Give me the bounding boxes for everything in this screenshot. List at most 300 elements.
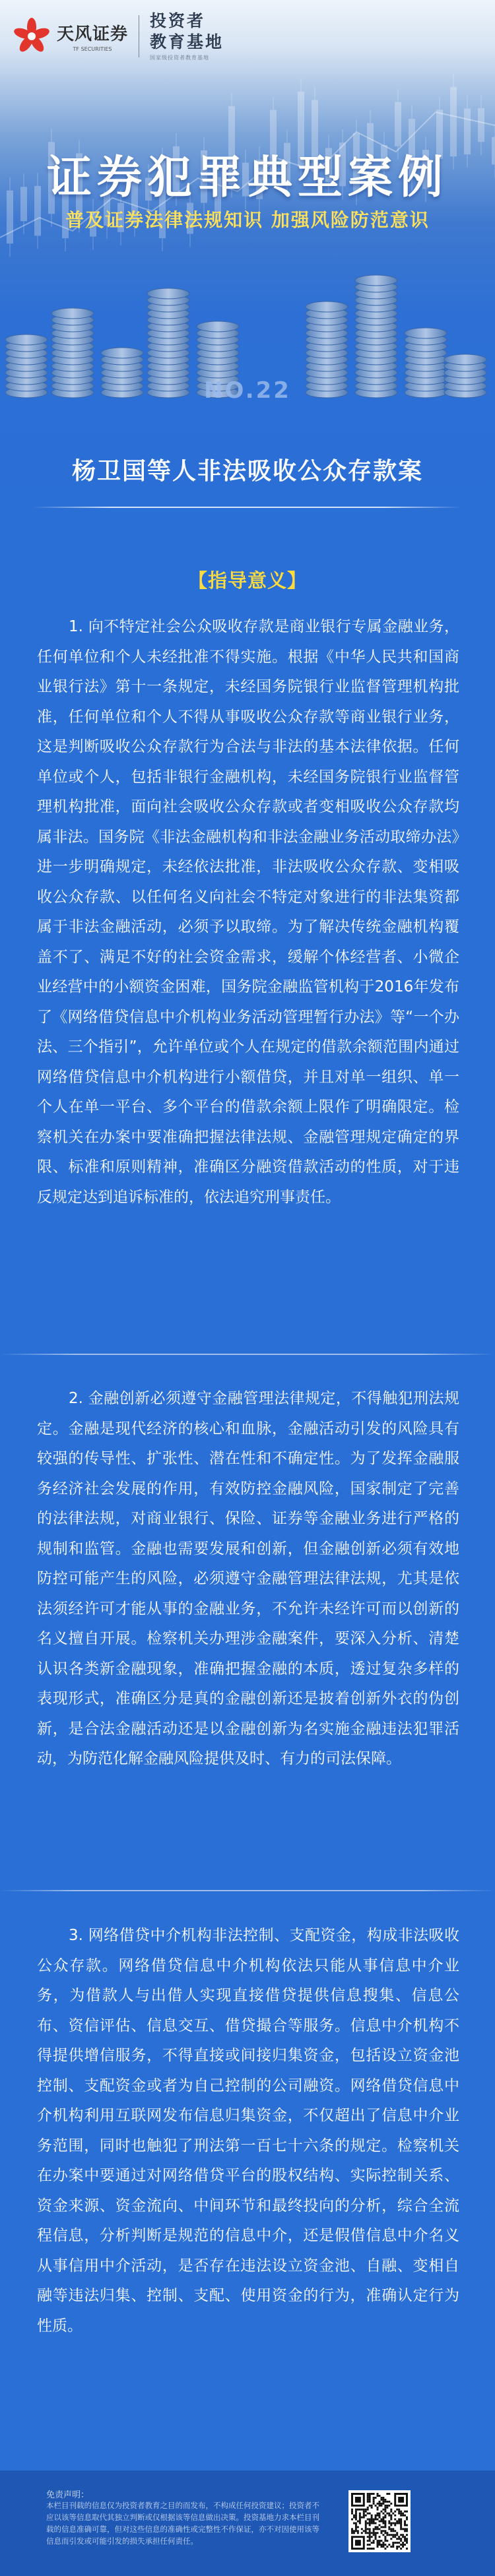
- qr-module: [371, 2522, 373, 2524]
- qr-module: [371, 2532, 373, 2534]
- qr-module: [367, 2497, 369, 2499]
- qr-module: [386, 2513, 388, 2515]
- qr-module: [380, 2544, 382, 2546]
- qr-module: [384, 2532, 386, 2534]
- qr-module: [386, 2532, 388, 2534]
- qr-module: [400, 2528, 402, 2530]
- qr-module: [382, 2501, 384, 2503]
- qr-module: [365, 2530, 367, 2532]
- qr-module: [373, 2542, 375, 2544]
- qr-module: [359, 2519, 361, 2521]
- qr-finder: [355, 2497, 361, 2503]
- qr-module: [380, 2497, 382, 2499]
- qr-module: [379, 2540, 381, 2542]
- qr-module: [390, 2530, 392, 2532]
- qr-module: [367, 2507, 369, 2509]
- qr-module: [371, 2517, 373, 2519]
- qr-module: [404, 2538, 406, 2540]
- qr-module: [379, 2515, 381, 2517]
- qr-module: [380, 2505, 382, 2507]
- qr-module: [406, 2528, 408, 2530]
- qr-module: [369, 2522, 371, 2524]
- qr-module: [377, 2546, 379, 2548]
- brand-name-en: TF SECURITIES: [73, 46, 112, 52]
- qr-module: [402, 2536, 404, 2538]
- qr-module: [382, 2534, 384, 2536]
- qr-module: [400, 2538, 402, 2540]
- qr-module: [382, 2497, 384, 2499]
- qr-module: [386, 2534, 388, 2536]
- qr-module: [402, 2528, 404, 2530]
- qr-module: [396, 2542, 398, 2544]
- qr-module: [355, 2526, 357, 2528]
- qr-module: [382, 2546, 384, 2548]
- qr-module: [388, 2534, 390, 2536]
- qr-module: [357, 2521, 359, 2523]
- qr-module: [394, 2534, 396, 2536]
- qr-module: [382, 2509, 384, 2511]
- qr-module: [400, 2511, 402, 2513]
- qr-module: [400, 2521, 402, 2523]
- qr-module: [355, 2519, 357, 2521]
- qr-module: [377, 2515, 379, 2517]
- qr-module: [400, 2519, 402, 2521]
- qr-module: [353, 2530, 355, 2532]
- qr-module: [371, 2542, 373, 2544]
- qr-module: [406, 2517, 408, 2519]
- qr-module: [384, 2526, 386, 2528]
- qr-module: [382, 2519, 384, 2521]
- qr-module: [400, 2513, 402, 2515]
- qr-module: [373, 2548, 375, 2550]
- qr-module: [398, 2513, 400, 2515]
- qr-module: [355, 2522, 357, 2524]
- qr-module: [367, 2544, 369, 2546]
- qr-module: [390, 2519, 392, 2521]
- qr-module: [384, 2548, 386, 2550]
- qr-module: [390, 2522, 392, 2524]
- qr-module: [359, 2521, 361, 2523]
- qr-module: [392, 2546, 394, 2548]
- coin: [405, 328, 447, 338]
- qr-module: [398, 2521, 400, 2523]
- qr-module: [377, 2532, 379, 2534]
- qr-module: [396, 2521, 398, 2523]
- qr-module: [398, 2538, 400, 2540]
- qr-module: [353, 2517, 355, 2519]
- qr-finder: [355, 2540, 361, 2546]
- qr-module: [396, 2509, 398, 2511]
- qr-module: [384, 2538, 386, 2540]
- qr-module: [377, 2540, 379, 2542]
- qr-module: [406, 2524, 408, 2526]
- qr-module: [353, 2515, 355, 2517]
- page-subtitle: 普及证券法律法规知识 加强风险防范意识: [65, 209, 430, 231]
- qr-module: [369, 2493, 371, 2495]
- qr-module: [379, 2524, 381, 2526]
- qr-module: [394, 2522, 396, 2524]
- qr-module: [406, 2540, 408, 2542]
- qr-module: [351, 2528, 353, 2530]
- qr-module: [388, 2505, 390, 2507]
- base-line-1: 投资者: [150, 11, 206, 30]
- qr-module: [365, 2521, 367, 2523]
- qr-module: [373, 2534, 375, 2536]
- qr-module: [404, 2522, 406, 2524]
- qr-module: [367, 2509, 369, 2511]
- qr-module: [406, 2542, 408, 2544]
- qr-module: [365, 2532, 367, 2534]
- qr-module: [375, 2534, 377, 2536]
- qr-module: [355, 2515, 357, 2517]
- footer: [0, 2470, 495, 2576]
- qr-module: [369, 2538, 371, 2540]
- qr-module: [406, 2530, 408, 2532]
- qr-module: [384, 2499, 386, 2501]
- qr-module: [369, 2524, 371, 2526]
- qr-module: [406, 2538, 408, 2540]
- base-line-2: 教育基地: [150, 32, 224, 51]
- qr-module: [388, 2513, 390, 2515]
- qr-module: [388, 2528, 390, 2530]
- qr-module: [388, 2501, 390, 2503]
- qr-module: [388, 2493, 390, 2495]
- coin: [197, 321, 239, 332]
- qr-module: [373, 2501, 375, 2503]
- qr-module: [390, 2528, 392, 2530]
- qr-module: [400, 2526, 402, 2528]
- qr-module: [359, 2517, 361, 2519]
- qr-module: [377, 2509, 379, 2511]
- qr-module: [359, 2515, 361, 2517]
- qr-module: [357, 2532, 359, 2534]
- qr-module: [351, 2511, 353, 2513]
- qr-module: [351, 2530, 353, 2532]
- qr-module: [373, 2493, 375, 2495]
- guide-paragraph-3: 3. 网络借贷中介机构非法控制、支配资金，构成非法吸收公众存款。网络借贷信息中介机构依法只能从事信息中介业务，为借款人与出借人实现直接借贷提供信息搜集、信息公布、资信评估、信息交互、借贷撮合等服务。信息中介机构不得提供增信服务，不得直接或间接归集资金，包括设立资金池控制、支配资金或者为自己控制的公司融资。网络借贷信息中介机构利用互联网发布信息归集资金，不仅超出了信息中介业务范围，同时也触犯了刑法第一百七十六条的规定。检察机关在办案中要通过对网络借贷平台的股权结构、实际控制关系、资金来源、资金流向、中间环节和最终投向的分析，综合全流程信息，分析判断是规范的信息中介，还是假借信息中介名义从事信用中介活动，是否存在违法设立资金池、自融、变相自融等违法归集、控制、支配、使用资金的行为，准确认定行为性质。: [37, 1927, 459, 2335]
- qr-module: [377, 2528, 379, 2530]
- qr-module: [351, 2509, 353, 2511]
- paragraph-separator: [0, 1354, 495, 1355]
- qr-module: [359, 2522, 361, 2524]
- qr-module: [386, 2546, 388, 2548]
- qr-module: [398, 2522, 400, 2524]
- qr-module: [367, 2513, 369, 2515]
- qr-module: [380, 2503, 382, 2505]
- guide-paragraph-1: 1. 向不特定社会公众吸收存款是商业银行专属金融业务，任何单位和个人未经批准不得实施。根据《中华人民共和国商业银行法》第十一条规定，未经国务院银行业监督管理机构批准，任何单位和个人不得从事吸收公众存款等商业银行业务，这是判断吸收公众存款行为合法与非法的基本法律依据。任何单位或个人，包括非银行金融机构，未经国务院银行业监督管理机构批准，面向社会吸收公众存款或者变相吸收公众存款均属非法。国务院《非法金融机构和非法金融业务活动取缔办法》进一步明确规定，未经依法批准，非法吸收公众存款、变相吸收公众存款、以任何名义向社会不特定对象进行的非法集资都属于非法金融活动，必须予以取缔。为了解决传统金融机构覆盖不了、满足不好的社会资金需求，缓解个体经营者、小微企业经营中的小额资金困难，国务院金融监管机构于2016年发布了《网络借贷信息中介机构业务活动管理暂行办法》等“一个办法、三个指引”，允许单位或个人在规定的借款余额范围内通过网络借贷信息中介机构进行小额借贷，并且对单一组织、单一个人在单一平台、多个平台的借款余额上限作了明确限定。检察机关在办案中要准确把握法律法规、金融管理规定确定的界限、标准和原则精神，准确区分融资借款活动的性质，对于违反规定达到追诉标准的，依法追究刑事责任。: [37, 618, 459, 1206]
- qr-module: [398, 2542, 400, 2544]
- qr-module: [377, 2542, 379, 2544]
- qr-module: [379, 2528, 381, 2530]
- qr-module: [400, 2540, 402, 2542]
- qr-module: [390, 2509, 392, 2511]
- qr-module: [400, 2544, 402, 2546]
- qr-module: [390, 2503, 392, 2505]
- qr-module: [361, 2517, 363, 2519]
- qr-module: [382, 2521, 384, 2523]
- qr-module: [365, 2522, 367, 2524]
- qr-module: [379, 2495, 381, 2497]
- qr-module: [380, 2546, 382, 2548]
- qr-module: [388, 2522, 390, 2524]
- qr-module: [402, 2515, 404, 2517]
- qr-module: [380, 2521, 382, 2523]
- certification-text: 国家级投资者教育基地: [150, 55, 210, 61]
- qr-module: [384, 2530, 386, 2532]
- qr-module: [382, 2530, 384, 2532]
- education-base-label: [150, 11, 224, 61]
- qr-module: [384, 2509, 386, 2511]
- qr-module: [390, 2534, 392, 2536]
- qr-module: [377, 2493, 379, 2495]
- qr-module: [357, 2530, 359, 2532]
- qr-module: [369, 2530, 371, 2532]
- qr-module: [375, 2517, 377, 2519]
- qr-module: [355, 2530, 357, 2532]
- qr-module: [386, 2505, 388, 2507]
- qr-module: [390, 2511, 392, 2513]
- qr-module: [379, 2542, 381, 2544]
- qr-module: [369, 2536, 371, 2538]
- qr-module: [363, 2517, 365, 2519]
- qr-code[interactable]: [348, 2490, 411, 2552]
- qr-module: [396, 2548, 398, 2550]
- qr-module: [363, 2513, 365, 2515]
- qr-module: [375, 2536, 377, 2538]
- qr-module: [375, 2526, 377, 2528]
- qr-module: [384, 2511, 386, 2513]
- qr-module: [379, 2503, 381, 2505]
- qr-module: [390, 2524, 392, 2526]
- qr-module: [392, 2528, 394, 2530]
- page-title: 证券犯罪典型案例: [46, 152, 448, 204]
- qr-module: [355, 2513, 357, 2515]
- qr-module: [379, 2505, 381, 2507]
- qr-module: [367, 2536, 369, 2538]
- qr-module: [379, 2536, 381, 2538]
- qr-module: [351, 2532, 353, 2534]
- qr-module: [367, 2522, 369, 2524]
- qr-module: [365, 2509, 367, 2511]
- disclaimer-title: 免责声明：: [46, 2490, 90, 2500]
- qr-module: [396, 2532, 398, 2534]
- qr-module: [384, 2515, 386, 2517]
- qr-module: [361, 2528, 363, 2530]
- qr-module: [380, 2530, 382, 2532]
- qr-module: [406, 2548, 408, 2550]
- qr-module: [355, 2524, 357, 2526]
- qr-finder: [398, 2497, 404, 2503]
- qr-module: [369, 2499, 371, 2501]
- title-divider: [33, 507, 462, 508]
- qr-module: [351, 2519, 353, 2521]
- qr-module: [404, 2511, 406, 2513]
- qr-module: [371, 2521, 373, 2523]
- qr-module: [384, 2544, 386, 2546]
- qr-module: [380, 2526, 382, 2528]
- qr-module: [373, 2521, 375, 2523]
- qr-module: [375, 2532, 377, 2534]
- qr-module: [369, 2495, 371, 2497]
- qr-module: [369, 2548, 371, 2550]
- qr-module: [359, 2509, 361, 2511]
- hero-banner: [0, 0, 495, 528]
- qr-module: [404, 2536, 406, 2538]
- brand-name-cn: 天风证券: [57, 24, 129, 44]
- coin: [306, 301, 348, 312]
- qr-module: [377, 2519, 379, 2521]
- qr-module: [390, 2517, 392, 2519]
- qr-module: [392, 2542, 394, 2544]
- qr-module: [369, 2513, 371, 2515]
- qr-module: [380, 2540, 382, 2542]
- qr-module: [367, 2548, 369, 2550]
- qr-module: [382, 2522, 384, 2524]
- qr-module: [371, 2507, 373, 2509]
- qr-module: [384, 2540, 386, 2542]
- qr-module: [369, 2534, 371, 2536]
- qr-module: [394, 2530, 396, 2532]
- qr-module: [382, 2503, 384, 2505]
- qr-module: [382, 2542, 384, 2544]
- qr-module: [404, 2524, 406, 2526]
- qr-module: [402, 2513, 404, 2515]
- qr-module: [363, 2509, 365, 2511]
- qr-module: [375, 2528, 377, 2530]
- qr-module: [398, 2546, 400, 2548]
- coin: [51, 308, 94, 319]
- qr-module: [392, 2522, 394, 2524]
- qr-module: [394, 2519, 396, 2521]
- coin: [5, 334, 48, 345]
- brand-logo-area: [12, 11, 224, 61]
- qr-module: [373, 2519, 375, 2521]
- qr-module: [392, 2534, 394, 2536]
- qr-module: [384, 2522, 386, 2524]
- coin: [355, 275, 397, 286]
- qr-module: [371, 2515, 373, 2517]
- qr-module: [357, 2526, 359, 2528]
- qr-module: [402, 2542, 404, 2544]
- qr-module: [351, 2513, 353, 2515]
- qr-module: [373, 2522, 375, 2524]
- qr-module: [369, 2497, 371, 2499]
- qr-module: [390, 2538, 392, 2540]
- qr-module: [394, 2542, 396, 2544]
- qr-module: [353, 2522, 355, 2524]
- qr-module: [382, 2517, 384, 2519]
- qr-module: [355, 2509, 357, 2511]
- qr-module: [404, 2521, 406, 2523]
- qr-module: [359, 2513, 361, 2515]
- qr-module: [402, 2544, 404, 2546]
- qr-module: [371, 2519, 373, 2521]
- qr-module: [379, 2513, 381, 2515]
- qr-module: [367, 2540, 369, 2542]
- qr-module: [375, 2515, 377, 2517]
- qr-module: [382, 2544, 384, 2546]
- qr-module: [384, 2501, 386, 2503]
- qr-module: [400, 2515, 402, 2517]
- qr-module: [367, 2519, 369, 2521]
- qr-module: [404, 2528, 406, 2530]
- qr-module: [355, 2528, 357, 2530]
- qr-module: [377, 2526, 379, 2528]
- qr-module: [392, 2536, 394, 2538]
- qr-module: [377, 2495, 379, 2497]
- flower-logo-icon: [12, 16, 51, 56]
- qr-module: [371, 2505, 373, 2507]
- qr-module: [382, 2499, 384, 2501]
- qr-module: [396, 2534, 398, 2536]
- coin: [444, 354, 486, 365]
- qr-module: [406, 2511, 408, 2513]
- qr-module: [384, 2524, 386, 2526]
- qr-module: [396, 2538, 398, 2540]
- qr-module: [384, 2505, 386, 2507]
- qr-module: [402, 2534, 404, 2536]
- qr-module: [380, 2511, 382, 2513]
- qr-module: [377, 2507, 379, 2509]
- qr-module: [406, 2534, 408, 2536]
- qr-module: [369, 2544, 371, 2546]
- qr-module: [369, 2540, 371, 2542]
- qr-module: [382, 2513, 384, 2515]
- qr-module: [369, 2505, 371, 2507]
- qr-module: [388, 2526, 390, 2528]
- case-title: 杨卫国等人非法吸收公众存款案: [71, 458, 423, 485]
- qr-module: [398, 2519, 400, 2521]
- qr-module: [361, 2532, 363, 2534]
- qr-module: [394, 2524, 396, 2526]
- qr-module: [357, 2509, 359, 2511]
- qr-module: [377, 2513, 379, 2515]
- qr-module: [390, 2515, 392, 2517]
- qr-module: [373, 2503, 375, 2505]
- qr-module: [398, 2509, 400, 2511]
- qr-module: [371, 2548, 373, 2550]
- qr-module: [398, 2511, 400, 2513]
- qr-code-icon: [351, 2493, 408, 2550]
- qr-module: [390, 2546, 392, 2548]
- qr-module: [388, 2544, 390, 2546]
- qr-module: [392, 2513, 394, 2515]
- qr-module: [375, 2519, 377, 2521]
- qr-module: [392, 2530, 394, 2532]
- qr-module: [361, 2509, 363, 2511]
- brand-name: [57, 20, 128, 52]
- qr-module: [386, 2501, 388, 2503]
- qr-module: [392, 2544, 394, 2546]
- qr-module: [367, 2501, 369, 2503]
- qr-module: [367, 2499, 369, 2501]
- qr-module: [363, 2511, 365, 2513]
- qr-module: [379, 2501, 381, 2503]
- qr-module: [377, 2503, 379, 2505]
- qr-module: [398, 2536, 400, 2538]
- qr-module: [394, 2511, 396, 2513]
- qr-module: [373, 2499, 375, 2501]
- qr-module: [367, 2528, 369, 2530]
- coin: [147, 288, 189, 299]
- qr-module: [400, 2522, 402, 2524]
- qr-module: [384, 2517, 386, 2519]
- qr-module: [365, 2515, 367, 2517]
- qr-module: [377, 2544, 379, 2546]
- qr-module: [386, 2507, 388, 2509]
- qr-module: [375, 2538, 377, 2540]
- qr-module: [379, 2544, 381, 2546]
